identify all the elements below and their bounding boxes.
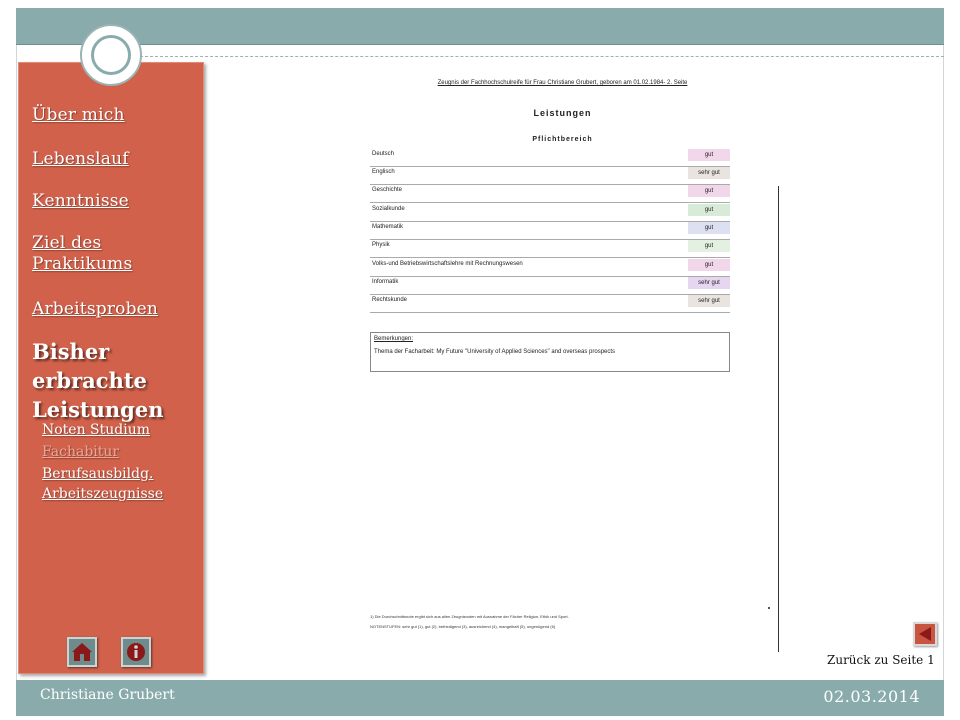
grading-scale-note: NOTENSTUFEN: sehr gut (1), gut (2), befriedigend (3), ausreichend (4), mangelhaft (5), ungenügend (6)	[370, 624, 556, 629]
document-heading: Leistungen	[533, 108, 592, 118]
subject-name: Rechtskunde	[372, 297, 408, 303]
footer-author: Christiane Grubert	[40, 687, 175, 703]
section-title: Bisher erbrachte Leistungen	[32, 339, 164, 422]
document-edge-line	[778, 186, 779, 652]
nav-item-kenntnisse[interactable]: Kenntnisse	[32, 191, 129, 211]
subject-name: Mathematik	[372, 224, 404, 230]
back-button[interactable]	[913, 622, 937, 646]
remarks-box	[370, 332, 730, 372]
subject-name: Sozialkunde	[372, 206, 405, 212]
home-icon	[69, 639, 95, 665]
grade-value: gut	[688, 240, 730, 252]
divider	[140, 56, 944, 57]
grade-row	[370, 166, 730, 185]
footnote: 1) Die Durchschnittsnote ergibt sich aus allen Zeugnisnoten mit Ausnahme der Fächer Religion, Ethik und Sport.	[370, 614, 569, 619]
decorative-circle	[80, 24, 142, 86]
grade-value: gut	[688, 185, 730, 197]
grade-value: gut	[688, 259, 730, 271]
grade-value: gut	[688, 149, 730, 161]
grade-value: sehr gut	[688, 295, 730, 307]
decorative-ring	[91, 35, 131, 75]
document-subheading: Pflichtbereich	[532, 136, 593, 143]
home-button[interactable]	[67, 637, 97, 667]
subject-name: Physik	[372, 242, 390, 248]
top-bar	[16, 8, 944, 45]
grade-row	[370, 294, 730, 313]
remarks-text: Thema der Facharbeit: My Future "University of Applied Sciences" and overseas prospects	[374, 349, 616, 355]
subject-name: Deutsch	[372, 151, 395, 157]
grade-row	[370, 148, 730, 167]
grade-row	[370, 258, 730, 277]
grade-row	[370, 239, 730, 258]
scan-dot	[768, 607, 770, 609]
nav-item-ziel-des-praktikums[interactable]: Ziel des Praktikums	[32, 233, 133, 274]
subnav-item-noten-studium[interactable]: Noten Studium	[42, 422, 151, 438]
grade-row	[370, 221, 730, 240]
subnav-item-berufsausbildung[interactable]: Berufsausbildg.	[42, 466, 154, 482]
footer-bar	[16, 680, 944, 716]
sidebar	[18, 62, 204, 674]
grade-value: gut	[688, 204, 730, 216]
grade-row	[370, 184, 730, 203]
back-arrow-icon	[915, 624, 935, 644]
subject-name: Geschichte	[372, 187, 403, 193]
remarks-label: Bemerkungen:	[374, 336, 414, 342]
subject-name: Informatik	[372, 279, 399, 285]
grade-value: sehr gut	[688, 277, 730, 289]
grade-row	[370, 203, 730, 222]
info-button[interactable]	[121, 637, 151, 667]
grade-row	[370, 276, 730, 295]
certificate-document	[355, 70, 770, 640]
nav-item-ueber-mich[interactable]: Über mich	[32, 105, 125, 125]
nav-item-arbeitsproben[interactable]: Arbeitsproben	[32, 299, 159, 319]
info-icon	[123, 639, 149, 665]
subject-name: Volks-und Betriebswirtschaftslehre mit Rechnungswesen	[372, 261, 523, 267]
nav-item-lebenslauf[interactable]: Lebenslauf	[32, 149, 129, 169]
document-title: Zeugnis der Fachhochschulreife für Frau Christiane Grubert, geboren am 01.02.1984- 2. Seite	[437, 80, 688, 86]
grade-value: sehr gut	[688, 167, 730, 179]
grade-value: gut	[688, 222, 730, 234]
footer-date: 02.03.2014	[823, 687, 920, 706]
subnav-item-arbeitszeugnisse[interactable]: Arbeitszeugnisse	[42, 486, 164, 502]
subject-name: Englisch	[372, 169, 395, 175]
subnav-item-fachabitur[interactable]: Fachabitur	[42, 444, 120, 460]
back-label[interactable]: Zurück zu Seite 1	[827, 653, 935, 667]
